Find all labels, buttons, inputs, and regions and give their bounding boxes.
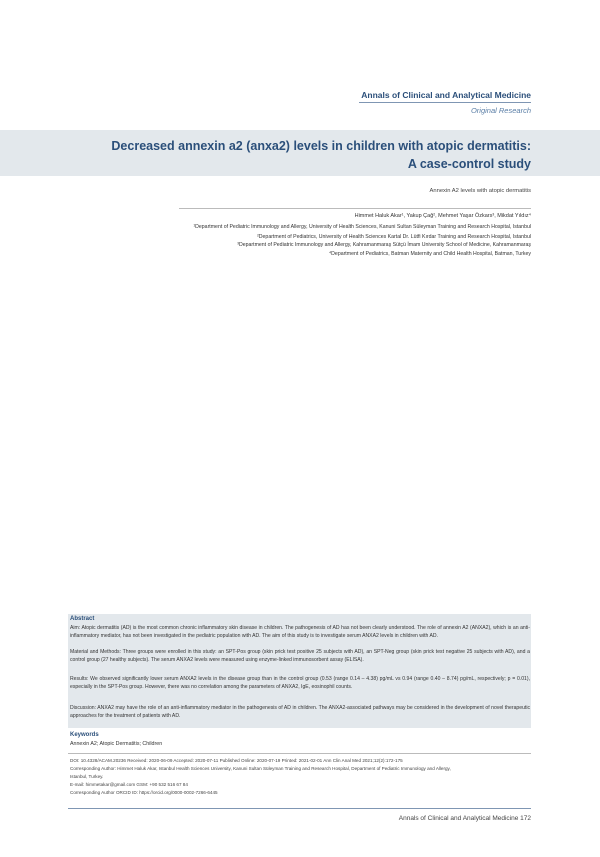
author-list: Himmet Haluk Akar¹, Yakup Çağ², Mehmet Yaşar Özkars³, Mikdat Yıldız⁴ (354, 213, 531, 219)
meta-divider (68, 753, 531, 754)
doi-dates: DOI: 10.4328/ACAM.20236 Received: 2020-06-09 Accepted: 2020-07-11 Published Online: 2020-07-19 Printed: 2021-02-01 Ann Clin Anal Med 2021;12(2):172-175 (70, 758, 403, 763)
running-title: Annexin A2 levels with atopic dermatitis (429, 188, 531, 194)
corresponding-location: Istanbul, Turkey. (70, 774, 104, 779)
affiliation-3: ³Department of Pediatric Immunology and Allergy, Kahramanmaraş Sütçü İmam University School of Medicine, Kahramanmaraş (237, 242, 531, 248)
keywords-text: Annexin A2; Atopic Dermatitis; Children (70, 741, 163, 747)
abstract-aim: Aim: Atopic dermatitis (AD) is the most common chronic inflammatory skin disease in children. The pathogenesis of AD has not been clearly understood. The role of annexin A2 (ANXA2), which is an anti-inflammatory mediator, has not been investigated in the pediatric population with AD. The aim of this study is to investigate serum ANXA2 levels in children with AD. (70, 625, 530, 640)
article-title-line-2: A case-control study (407, 157, 531, 171)
journal-divider (359, 102, 531, 103)
page-footer: Annals of Clinical and Analytical Medicine 172 (398, 815, 531, 822)
corresponding-orcid[interactable]: Corresponding Author ORCID ID: https://orcid.org/0000-0002-7266-6445 (70, 790, 218, 795)
keywords-heading: Keywords (70, 732, 99, 738)
corresponding-author: Corresponding Author: Himmet Haluk Akar, Istanbul Health Sciences University, Kanuni Sultan Süleyman Training and Research Hospital, Department of Pediatric Immunology and Allergy, (70, 766, 451, 771)
affiliation-4: ⁴Department of Pediatrics, Batman Maternity and Child Health Hospital, Batman, Turkey (328, 251, 531, 257)
abstract-heading: Abstract (70, 616, 95, 622)
footer-divider (68, 808, 531, 809)
journal-name: Annals of Clinical and Analytical Medicine (361, 90, 531, 100)
abstract-methods: Material and Methods: Three groups were enrolled in this study: an SPT-Pos group (skin prick test positive 25 subjects with AD), an SPT-Neg group (skin prick test negative 25 subjects with AD), and a control group (27 healthy subjects). The serum ANXA2 levels were measured using enzyme-linked immunosorbent assay (ELISA). (70, 649, 530, 664)
abstract-discussion: Discussion: ANXA2 may have the role of an anti-inflammatory mediator in the pathogenesis of AD in children. The ANXA2-associated pathways may be considered in the development of novel therapeutic approaches for the treatment of patients with AD. (70, 705, 530, 720)
affiliation-2: ²Department of Pediatrics, University of Health Sciences Kartal Dr. Lütfi Kırdar Training and Research Hospital, Istanbul (257, 234, 531, 240)
article-type: Original Research (470, 106, 531, 115)
article-title-line-1: Decreased annexin a2 (anxa2) levels in children with atopic dermatitis: (111, 139, 531, 153)
header-divider (179, 208, 531, 209)
corresponding-email: E-mail: himmetakar@gmail.com GSM: +90 532 516 67 84 (70, 782, 188, 787)
affiliation-1: ¹Department of Pediatric Immunology and Allergy, University of Health Sciences, Kanuni Sultan Süleyman Training and Research Hospital, Istanbul (193, 224, 531, 230)
abstract-results: Results: We observed significantly lower serum ANXA2 levels in the disease group than in the control group (0.53 (range 0.14 – 4.38) pg/mL vs 0.94 (range 0.40 – 8.74) pg/mL, respectively; p = 0.01), especially in the SPT-Pos group. However, there was no correlation among the parameters of ANXA2, IgE, eosinophil counts. (70, 676, 530, 691)
